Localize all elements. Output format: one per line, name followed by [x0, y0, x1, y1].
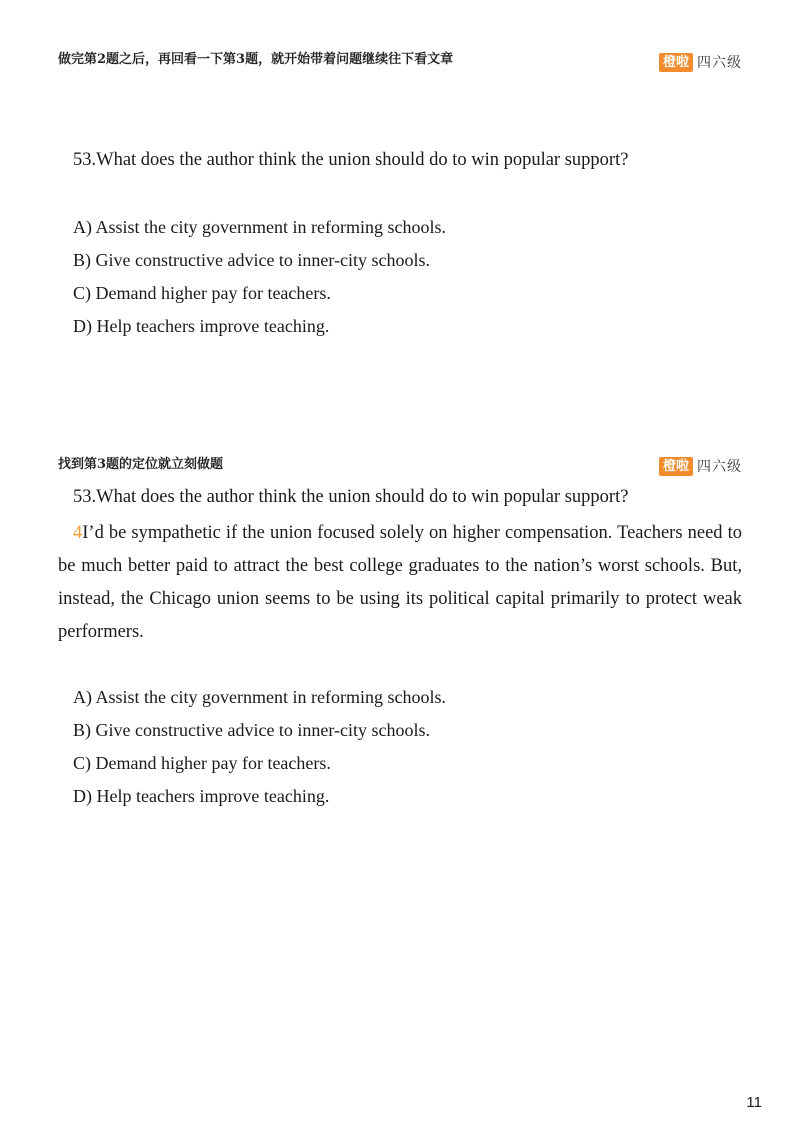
options-list	[73, 211, 446, 343]
passage-paragraph	[58, 517, 742, 649]
option-c: C) Demand higher pay for teachers.	[73, 753, 331, 773]
brand-logo	[659, 52, 742, 72]
page-number: 11	[746, 1094, 762, 1111]
option-b: B) Give constructive advice to inner-city schools.	[73, 250, 431, 270]
option-a: A) Assist the city government in reforming schools.	[73, 217, 446, 237]
logo-text: 四六级	[697, 55, 742, 71]
brand-logo	[659, 456, 742, 476]
option-a: A) Assist the city government in reforming schools.	[73, 687, 446, 707]
passage-text: I’d be sympathetic if the union focused solely on higher compensation. Teachers need to be much better paid to attract the best college graduates to the nation’s worst schools. But, instead, the Chicago union seems to be using its political capital primarily to protect weak performers.	[58, 523, 742, 642]
logo-mark: 橙啦	[659, 53, 693, 72]
question-text: 53.What does the author think the union should do to win popular support?	[73, 150, 629, 170]
paragraph-number: 4	[73, 523, 83, 543]
options-list	[73, 681, 446, 813]
option-d: D) Help teachers improve teaching.	[73, 316, 330, 336]
option-c: C) Demand higher pay for teachers.	[73, 283, 331, 303]
logo-text: 四六级	[697, 459, 742, 475]
instruction-header: 做完第2题之后，再回看一下第3题，就开始带着问题继续往下看文章	[58, 52, 454, 67]
option-b: B) Give constructive advice to inner-city schools.	[73, 720, 431, 740]
question-text: 53.What does the author think the union should do to win popular support?	[73, 487, 629, 507]
instruction-header: 找到第3题的定位就立刻做题	[58, 457, 224, 472]
option-d: D) Help teachers improve teaching.	[73, 786, 330, 806]
logo-mark: 橙啦	[659, 457, 693, 476]
